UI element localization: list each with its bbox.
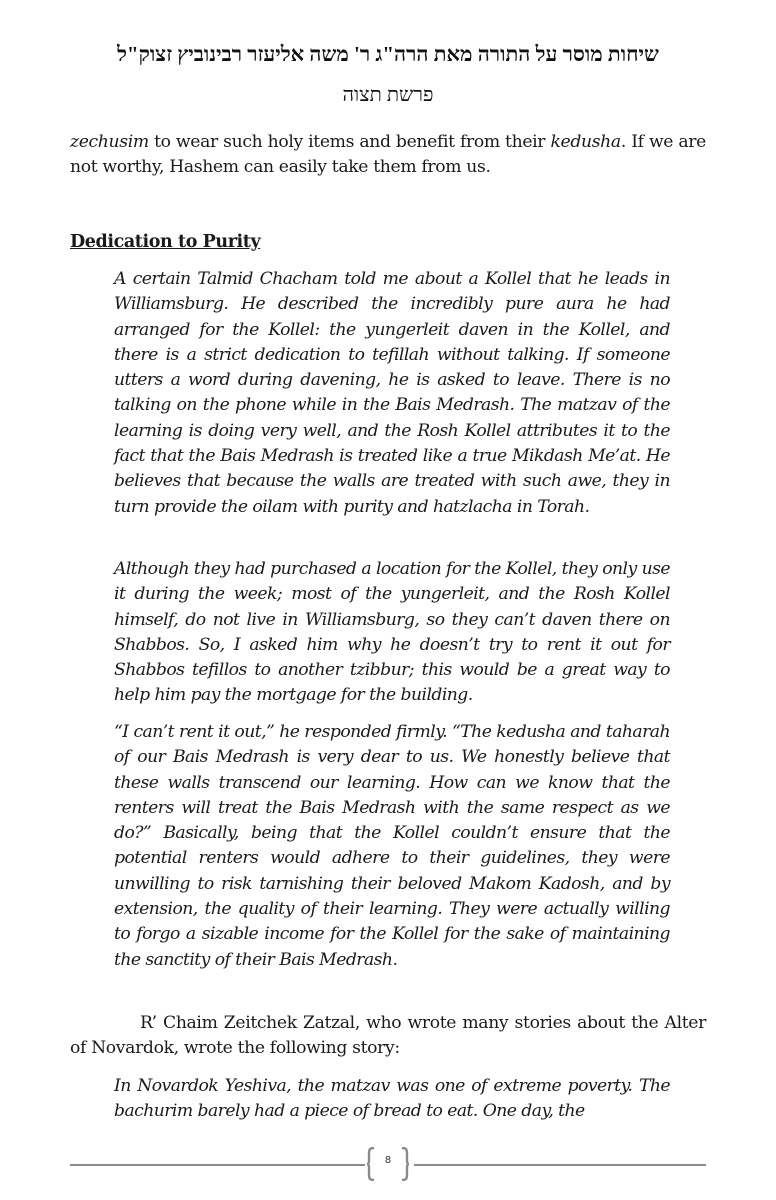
footer-rule-left: [70, 1164, 365, 1166]
page-number: 8: [384, 1155, 392, 1166]
chaim-text: R’ Chaim Zeitchek Zatzal, who wrote many stories about the Alter of Novardok, wrote the following story:: [70, 1013, 706, 1059]
running-header-parsha: פרשת תצוה: [342, 84, 434, 106]
intro-text-1: to wear such holy items and benefit from their: [148, 132, 551, 152]
intro-text-2: . If we are not worthy, Hashem can easily take them from us.: [70, 132, 706, 178]
story-paragraph-3: “I can’t rent it out,” he responded firmly. “The kedusha and taharah of our Bais Medrash is very dear to us. We honestly believe that these walls transcend our learning. How can we know that the renters will treat the Bais Medrash with the same respect as we do?” Basically, being that the Kollel couldn’t ensure that the potential renters would adhere to their guidelines, they were unwilling to risk tarnishing their beloved Makom Kadosh, and by extension, the quality of their learning. They were actually willing to forgo a sizable income for the Kollel for the sake of maintaining the sanctity of their Bais Medrash.: [114, 722, 670, 970]
footer-rule-right: [414, 1164, 706, 1166]
chaim-paragraph: [70, 1011, 706, 1062]
intro-paragraph: [70, 130, 706, 181]
story-paragraph-1: A certain Talmid Chacham told me about a Kollel that he leads in Williamsburg. He described the incredibly pure aura he had arranged for the Kollel: the yungerleit daven in the Kollel, and there is a strict dedication to tefillah without talking. If someone utters a word during davening, he is asked to leave. There is no talking on the phone while in the Bais Medrash. The matzav of the learning is doing very well, and the Rosh Kollel attributes it to the fact that the Bais Medrash is treated like a true Mikdash Me’at. He believes that because the walls are treated with such awe, they in turn provide the oilam with purity and hatzlacha in Torah.: [114, 269, 670, 517]
page-footer: [70, 1147, 706, 1181]
novardok-paragraph: In Novardok Yeshiva, the matzav was one of extreme poverty. The bachurim barely had a piece of bread to eat. One day, the: [114, 1076, 670, 1122]
left-brace-icon: [366, 1147, 376, 1181]
story-paragraph-2: Although they had purchased a location for the Kollel, they only use it during the week; most of the yungerleit, and the Rosh Kollel himself, do not live in Williamsburg, so they can’t daven there on Shabbos. So, I asked him why he doesn’t try to rent it out for Shabbos tefillos to another tzibbur; this would be a great way to help him pay the mortgage for the building.: [114, 559, 670, 706]
term-kedusha: kedusha: [550, 132, 621, 152]
right-brace-icon: [400, 1147, 410, 1181]
term-zechusim: zechusim: [70, 132, 149, 152]
running-header-title: שיחות מוסר על התורה מאת הרה"ג ר' משה אליעזר רבינוביץ זצוק"ל: [117, 42, 659, 66]
section-heading: Dedication to Purity: [70, 232, 261, 252]
